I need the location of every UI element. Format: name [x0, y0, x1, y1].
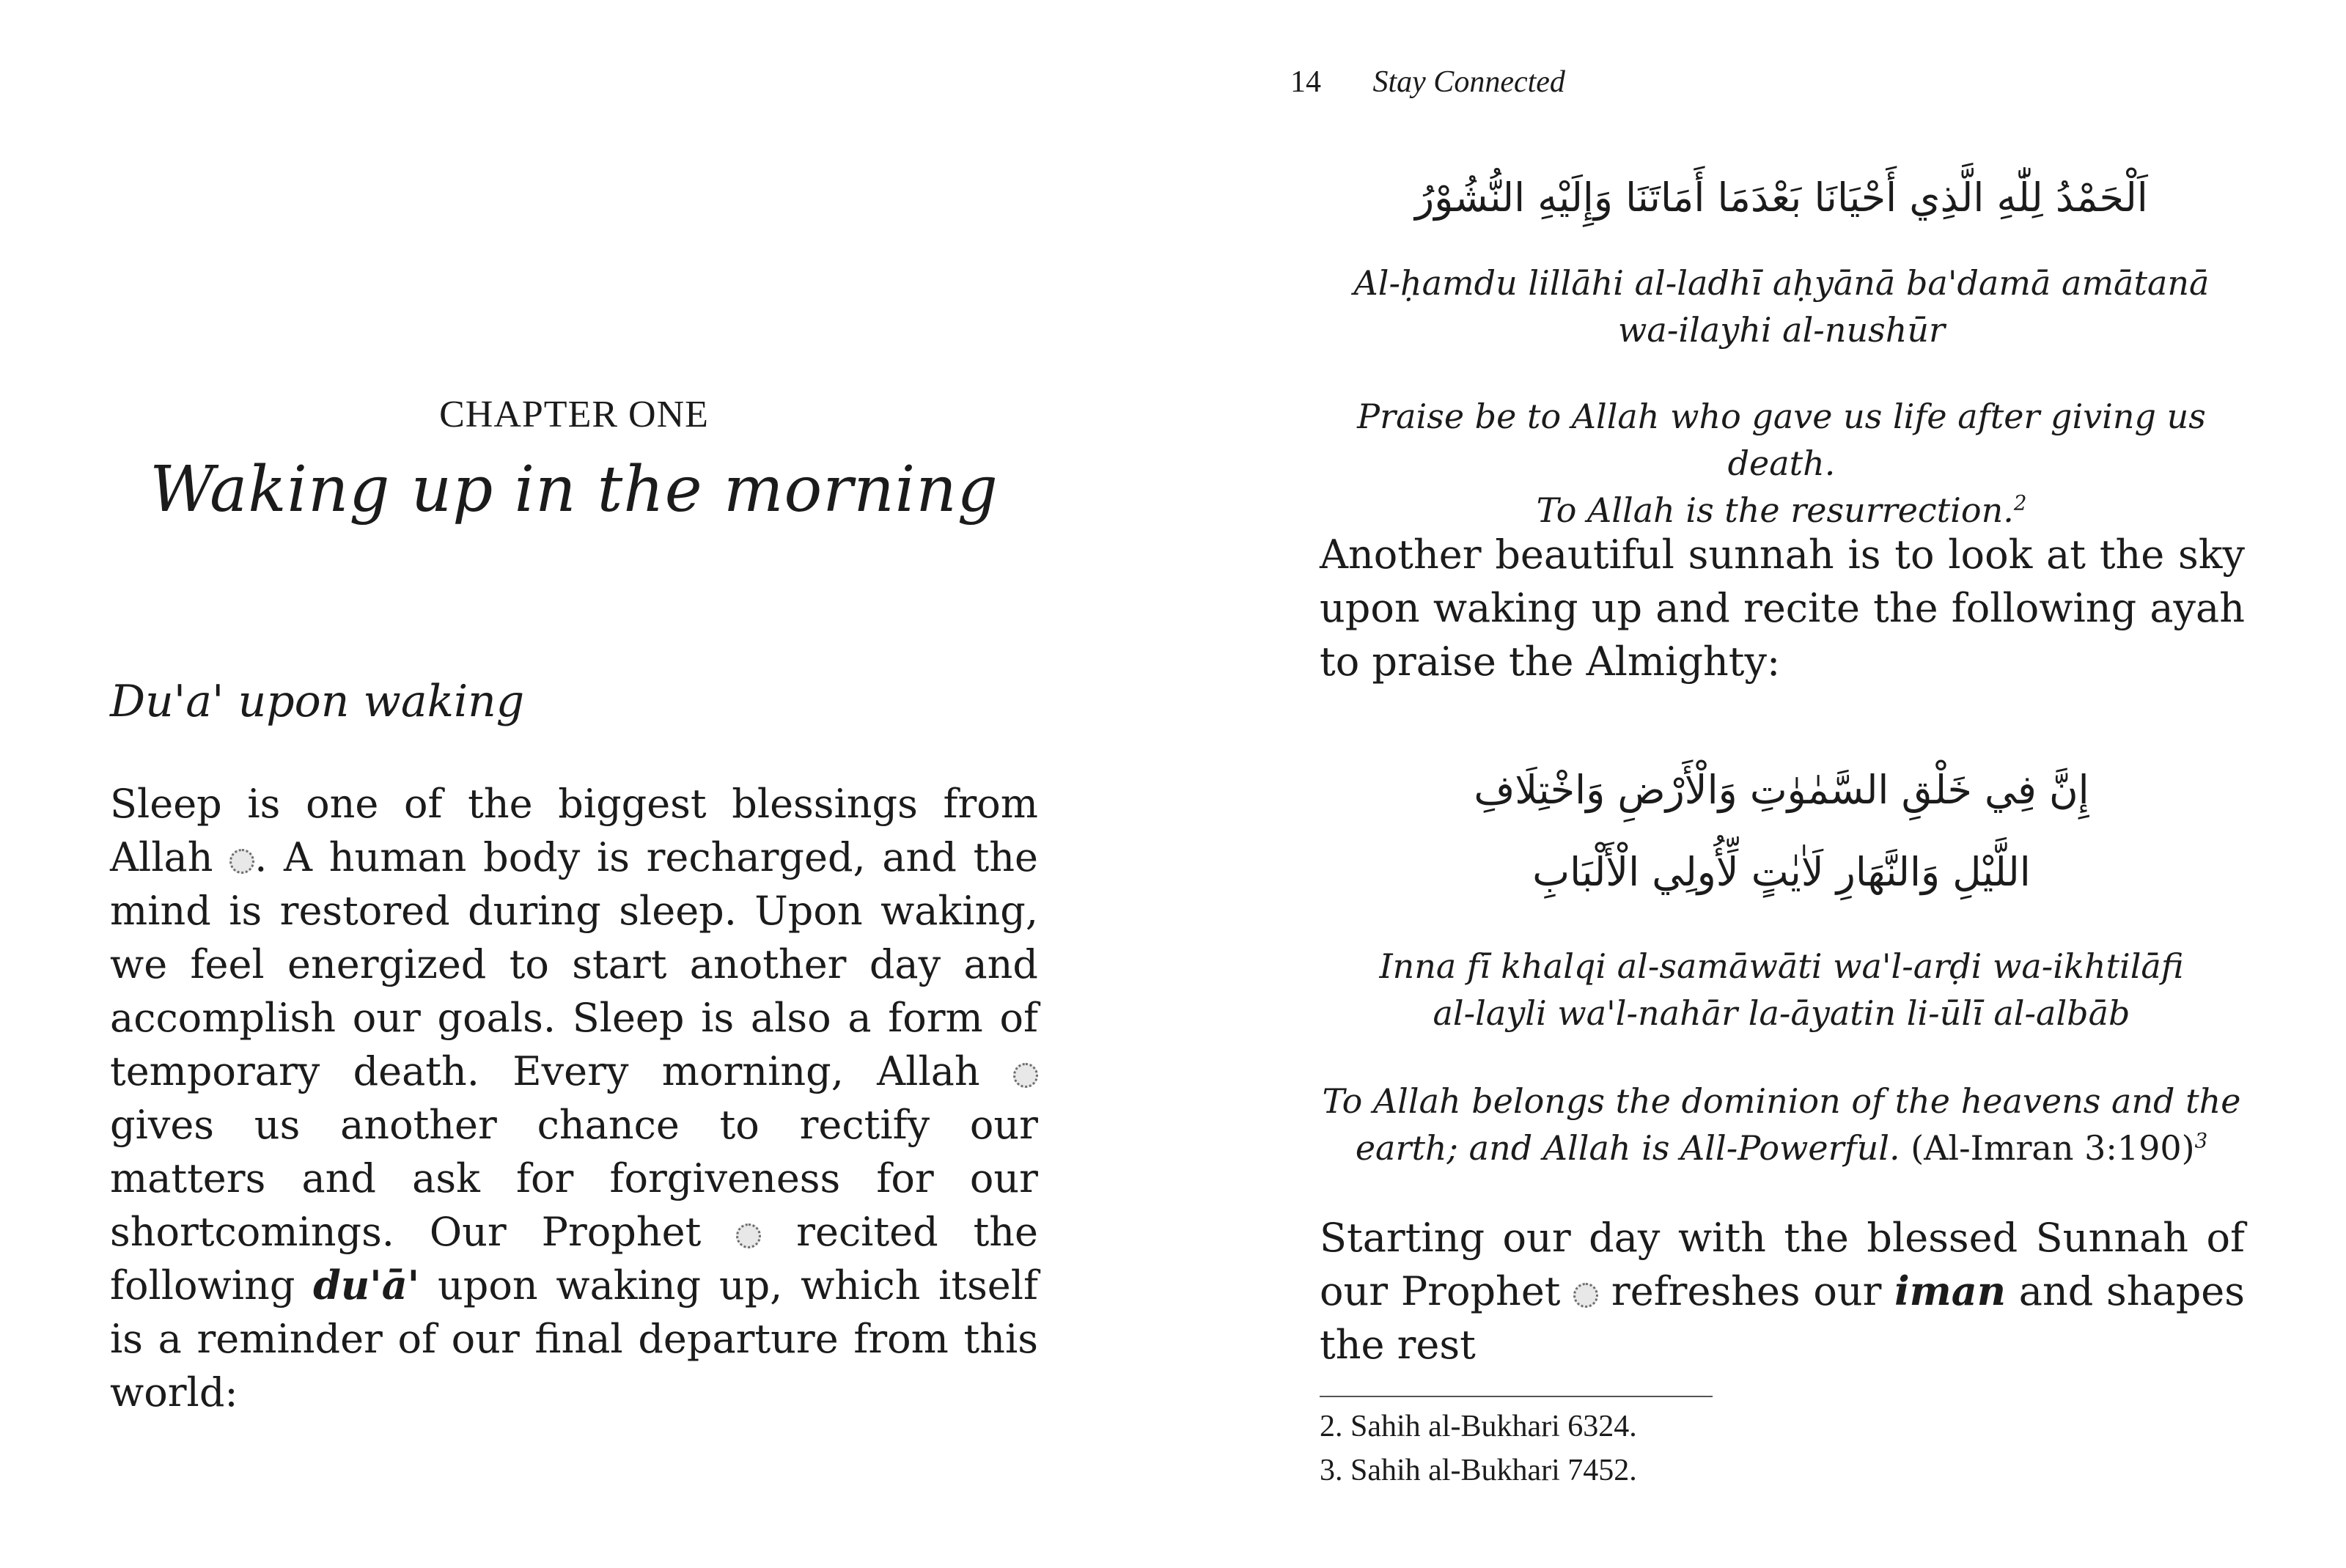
footnote-marker[interactable]: 3 — [2194, 1128, 2208, 1153]
translation — [1320, 1078, 2243, 1171]
translation-text: earth; and Allah is All-Powerful. — [1355, 1128, 1900, 1168]
chapter-title: Waking up in the morning — [150, 453, 999, 526]
emphasis-term: du'ā' — [313, 1262, 420, 1308]
verse-reference: (Al-Imran 3:190) — [1911, 1128, 2195, 1168]
footnote-marker[interactable]: 2 — [2013, 490, 2027, 515]
body-text: recited the following — [110, 1209, 1039, 1308]
body-paragraph — [1320, 1211, 2245, 1372]
body-paragraph: Another beautiful sunnah is to look at the sky upon waking up and recite the following ayah to praise the Almighty: — [1320, 531, 2245, 685]
transliteration-line: wa-ilayhi al-nushūr — [1618, 310, 1945, 350]
body-text: . A human body is recharged, and the mind is restored during sleep. Upon waking, we feel energized to start another day and accomplish our goals. Sleep is also a form of temporary death. Every morning, Allah — [110, 834, 1039, 1094]
translation-text: To Allah is the resurrection. — [1536, 490, 2014, 530]
arabic-dua: اَلْحَمْدُ لِلّٰهِ الَّذِي أَحْيَانَا بَعْدَمَا أَمَاتَنَا وَإِلَيْهِ النُّشُوْرُ — [1415, 174, 2148, 221]
body-text: upon waking up, which itself is a reminder of our final departure from this world: — [110, 1262, 1039, 1416]
transliteration-line: al-layli wa'l-nahār la-āyatin li-ūlī al-albāb — [1433, 993, 2130, 1033]
footnote-divider — [1320, 1396, 1713, 1397]
footnote: 3. Sahih al-Bukhari 7452. — [1320, 1454, 1637, 1487]
transliteration-line: Inna fī khalqi al-samāwāti wa'l-arḍi wa-ikhtilāfi — [1379, 946, 2184, 986]
footnotes — [1320, 1405, 1637, 1492]
body-text: and shapes the rest — [1320, 1268, 2245, 1368]
emphasis-term: iman — [1894, 1267, 2007, 1314]
transliteration — [1320, 943, 2243, 1037]
honorific-icon — [1573, 1283, 1598, 1308]
section-heading: Du'a' upon waking — [110, 676, 525, 727]
body-text: refreshes our — [1611, 1268, 1882, 1314]
transliteration — [1320, 260, 2243, 353]
arabic-line: إِنَّ فِي خَلْقِ السَّمٰوٰتِ وَالْأَرْضِ وَاخْتِلَافِ — [1474, 767, 2089, 813]
footnote: 2. Sahih al-Bukhari 6324. — [1320, 1410, 1637, 1443]
running-title: Stay Connected — [1372, 65, 1565, 99]
arabic-ayah — [1320, 749, 2243, 913]
body-text: gives us another chance to rectify our matters and ask for forgiveness for our shortcomings. Our Prophet — [110, 1102, 1038, 1255]
body-paragraph — [110, 777, 1038, 1419]
arabic-line: اللَّيْلِ وَالنَّهَارِ لَاٰيٰتٍ لِّأُولِي الْأَلْبَابِ — [1532, 849, 2031, 895]
translation-line — [1320, 487, 2243, 534]
transliteration-line: Al-ḥamdu lillāhi al-ladhī aḥyānā ba'damā amātanā — [1353, 263, 2210, 303]
page-number: 14 — [1290, 65, 1321, 99]
translation-line: Praise be to Allah who gave us life after giving us death. — [1357, 397, 2206, 483]
translation-line: To Allah belongs the dominion of the heavens and the — [1322, 1081, 2241, 1121]
honorific-icon — [736, 1223, 761, 1248]
running-head — [1290, 65, 1565, 100]
translation — [1320, 393, 2243, 534]
honorific-icon — [1013, 1063, 1038, 1088]
body-text: Starting our day with the blessed Sunnah of our Prophet — [1320, 1215, 2245, 1314]
body-text: Sleep is one of the biggest blessings from Allah — [110, 781, 1038, 880]
honorific-icon — [229, 849, 254, 874]
chapter-label: CHAPTER ONE — [439, 394, 709, 435]
